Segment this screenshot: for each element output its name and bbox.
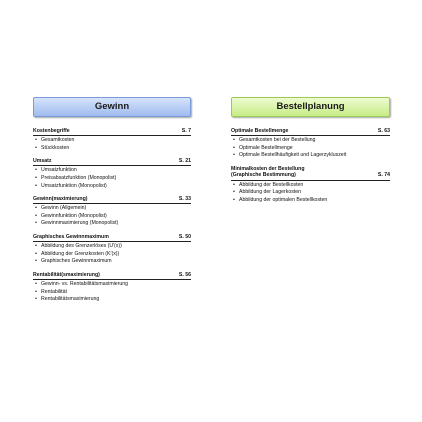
list-item: • Abbildung des Grenzerlöses (U′(x)) (41, 243, 191, 251)
list-item: • Gewinn (Allgemein) (41, 205, 191, 213)
list-item: • Umsatzfunktion (41, 167, 191, 175)
topic-list (33, 243, 191, 266)
list-item: • Gewinnmaximierung (Monopolist) (41, 220, 191, 228)
right-column (231, 97, 390, 210)
list-item: • Gewinnfunktion (Monopolist) (41, 213, 191, 221)
page-reference: S. 21 (178, 158, 191, 165)
section-rentabilitaet (33, 272, 191, 304)
section-header (33, 196, 191, 204)
list-item: • Abbildung der Grenzkosten (K′(x)) (41, 251, 191, 259)
section-header (33, 234, 191, 242)
list-item: • Optimale Bestellhäufigkeit und Lagerzykluszeit (239, 152, 390, 160)
section-title: Minimalkosten der Bestellung (231, 165, 305, 172)
list-item: • Abbildung der Bestellkosten (239, 182, 390, 190)
topic-list (33, 281, 191, 304)
list-item: • Gesamtkosten bei der Bestellung (239, 137, 390, 145)
section-title: Umsatz (33, 158, 52, 165)
section-header (33, 128, 191, 136)
section-gewinn (33, 196, 191, 228)
page-reference: S. 74 (377, 172, 390, 179)
topic-list (231, 182, 390, 205)
page-reference: S. 56 (178, 271, 191, 278)
list-item: • Rentabilität (41, 289, 191, 297)
section-title: Optimale Bestellmenge (231, 128, 289, 134)
list-item: • Abbildung der Lagerkosten (239, 189, 390, 197)
list-item: • Umsatzfunktion (Monopolist) (41, 183, 191, 191)
banner-gewinn: Gewinn (33, 97, 191, 117)
list-item: • Preisabsatzfunktion (Monopolist) (41, 175, 191, 183)
section-optimale-bestellmenge (231, 128, 390, 160)
page-reference: S. 7 (181, 128, 191, 134)
section-minimalkosten (231, 166, 390, 204)
section-header (231, 128, 390, 136)
section-title: Gewinn(maximierung) (33, 196, 88, 203)
section-graphisches-gewinnmaximum (33, 234, 191, 266)
list-item: • Stückkosten (41, 145, 191, 153)
section-header (33, 272, 191, 280)
banner-bestellplanung: Bestellplanung (231, 97, 390, 117)
section-subtitle: (Graphische Bestimmung) (231, 172, 296, 179)
topic-list (33, 167, 191, 190)
list-item: • Optimale Bestellmenge (239, 145, 390, 153)
topic-list (33, 205, 191, 228)
section-umsatz (33, 158, 191, 190)
list-item: • Graphisches Gewinnmaximum (41, 258, 191, 266)
section-header (33, 158, 191, 166)
section-title: Graphisches Gewinnmaximum (33, 234, 109, 241)
list-item: • Rentabilitätsmaximierung (41, 296, 191, 304)
section-title: Rentabilität(smaximierung) (33, 271, 100, 278)
page-reference: S. 33 (178, 196, 191, 203)
list-item: • Gesamtkosten (41, 137, 191, 145)
page-reference: S. 63 (377, 128, 390, 134)
list-item: • Abbildung der optimalen Bestellkosten (239, 197, 390, 205)
topic-list (33, 137, 191, 152)
topic-list (231, 137, 390, 160)
list-item: • Gewinn- vs. Rentabilitätsmaximierung (41, 281, 191, 289)
section-header (231, 166, 390, 181)
section-title: Kostenbegriffe (33, 128, 70, 134)
left-column (33, 97, 191, 310)
page-reference: S. 50 (178, 234, 191, 241)
section-kostenbegriffe (33, 128, 191, 152)
